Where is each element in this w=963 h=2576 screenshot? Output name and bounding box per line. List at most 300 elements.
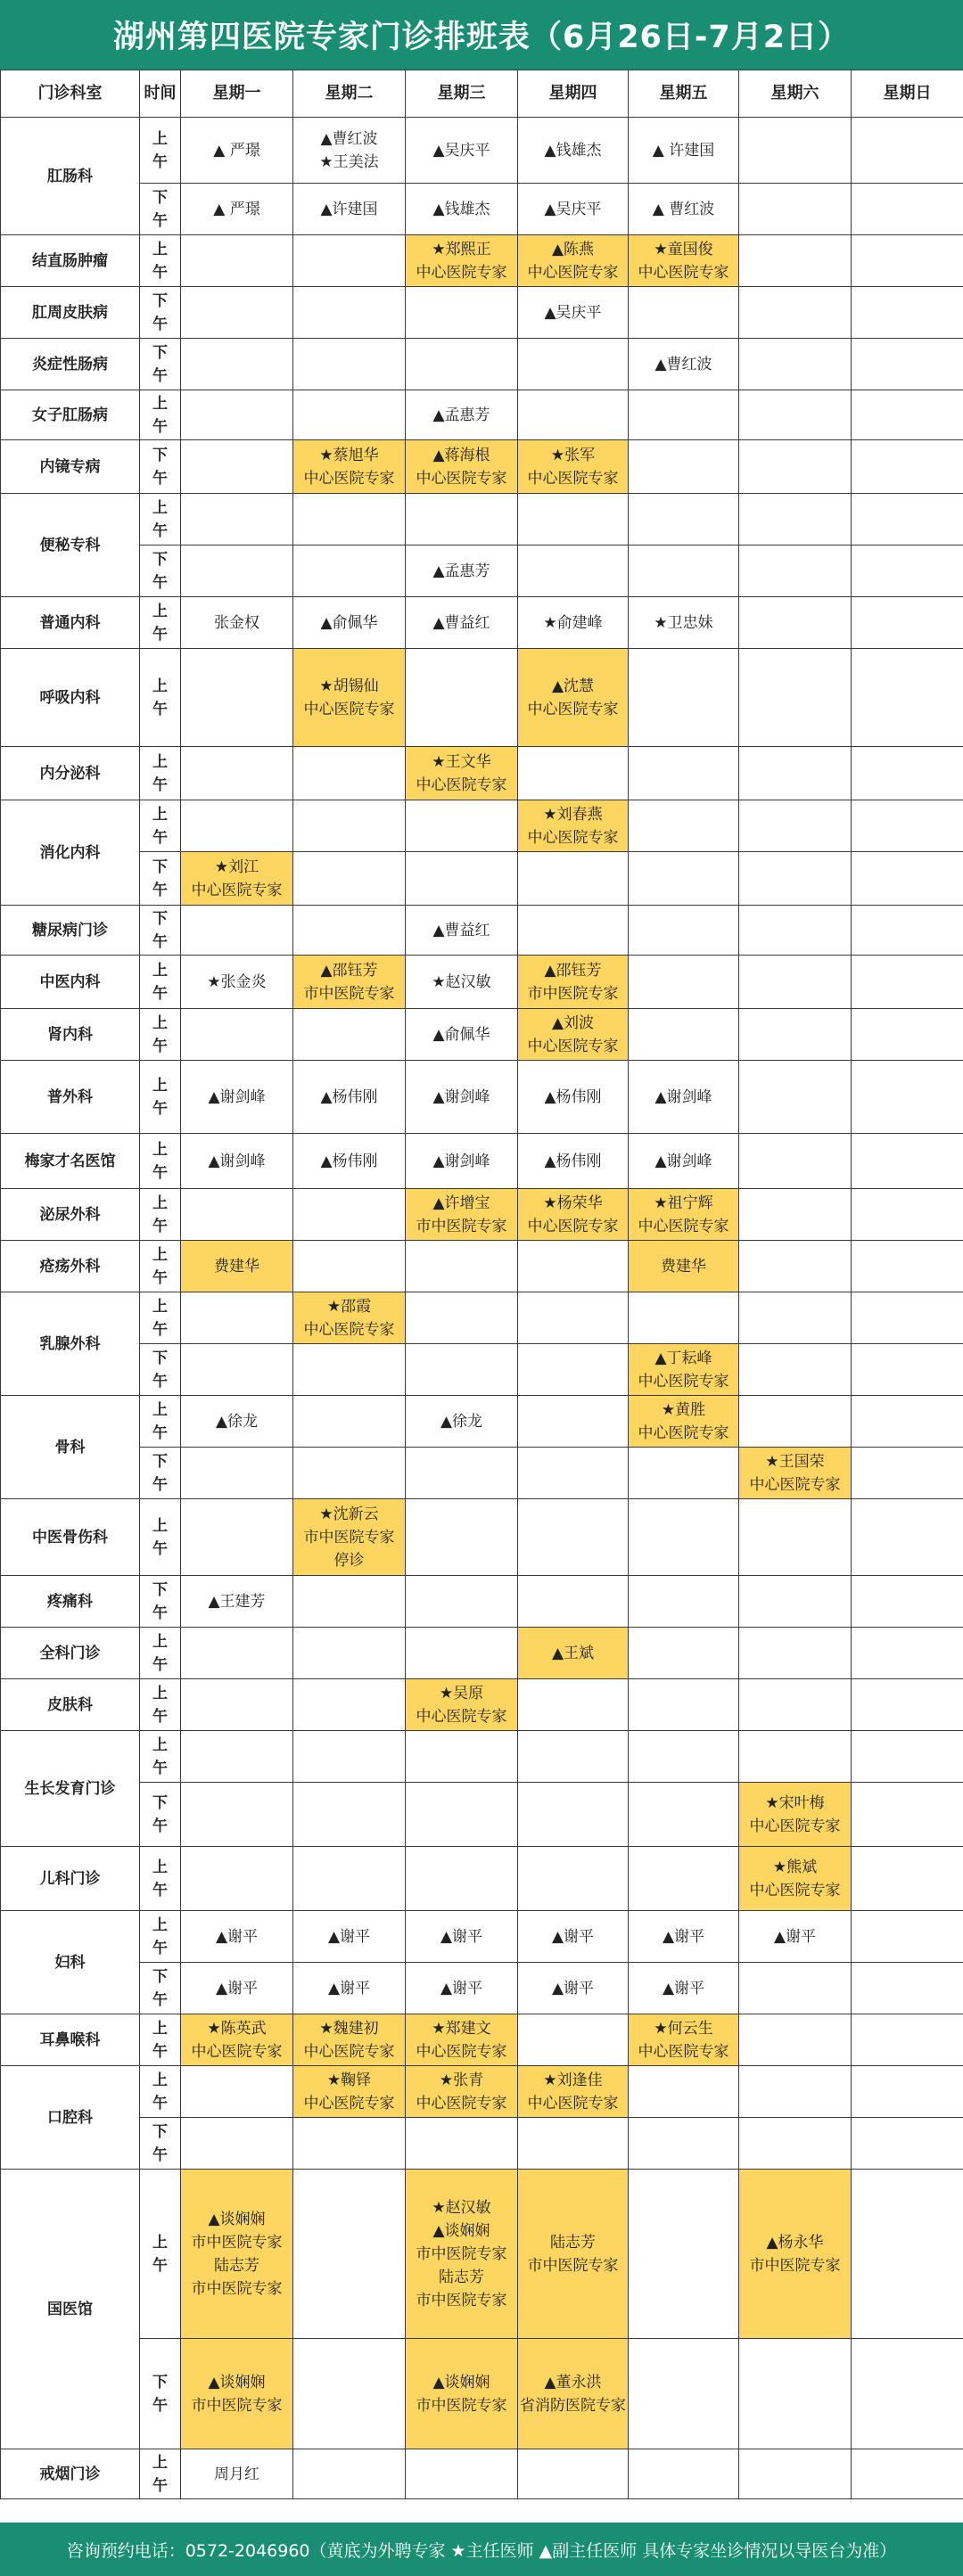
- schedule-cell: [739, 2449, 852, 2499]
- doctor-entry: ▲钱雄杰: [432, 200, 490, 218]
- schedule-cell: [406, 906, 518, 956]
- schedule-cell: [629, 1963, 739, 2014]
- schedule-cell: [629, 1061, 739, 1134]
- doctor-entry: 市中医院专家: [191, 2279, 283, 2298]
- schedule-cell: [518, 1134, 629, 1189]
- schedule-cell: [739, 1679, 852, 1731]
- schedule-cell: [629, 2449, 739, 2499]
- doctor-entry: ★王国荣: [765, 1452, 825, 1471]
- doctor-entry: 中心医院专家: [191, 881, 283, 899]
- time-slot: [140, 2170, 181, 2339]
- time-slot-char: 午: [152, 1990, 168, 2009]
- schedule-cell: [181, 287, 293, 339]
- schedule-cell: [852, 1134, 963, 1189]
- schedule-cell: [181, 1396, 293, 1448]
- schedule-cell: [629, 1292, 739, 1344]
- schedule-cell: [852, 1628, 963, 1679]
- schedule-cell: [739, 235, 852, 287]
- schedule-cell: [739, 1448, 852, 1499]
- dept-name: 肾内科: [1, 1009, 140, 1061]
- schedule-cell: [406, 2339, 518, 2449]
- schedule-cell: [293, 1292, 406, 1344]
- schedule-cell: [181, 2339, 293, 2449]
- schedule-cell: [406, 1396, 518, 1448]
- schedule-cell: [406, 184, 518, 235]
- schedule-cell: [293, 649, 406, 747]
- schedule-cell: [181, 440, 293, 494]
- doctor-entry: ★张青: [439, 2071, 484, 2089]
- schedule-cell: [406, 2066, 518, 2118]
- schedule-cell: [518, 906, 629, 956]
- time-slot: [140, 1061, 181, 1134]
- time-slot: [140, 800, 181, 852]
- time-slot: [140, 494, 181, 546]
- schedule-cell: [406, 118, 518, 184]
- doctor-entry: ▲谈娴娴: [208, 2373, 266, 2391]
- doctor-entry: ★陈英武: [207, 2019, 267, 2038]
- time-slot-char: 午: [152, 1423, 168, 1442]
- doctor-entry: 停诊: [333, 1551, 365, 1570]
- table-row: [1, 2118, 963, 2170]
- doctor-entry: ▲许建国: [320, 200, 378, 218]
- time-slot-char: 午: [152, 1268, 168, 1287]
- doctor-entry: ▲孟惠芳: [432, 406, 490, 424]
- doctor-entry: ★刘江: [214, 857, 259, 876]
- schedule-cell: [181, 2449, 293, 2499]
- schedule-cell: [629, 2170, 739, 2339]
- doctor-entry: 陆志芳: [439, 2268, 484, 2286]
- table-row: [1, 2339, 963, 2449]
- schedule-cell: [629, 1396, 739, 1448]
- time-slot: [140, 747, 181, 800]
- time-slot-char: 上: [152, 129, 168, 148]
- schedule-cell: [293, 440, 406, 494]
- time-slot: [140, 546, 181, 597]
- doctor-entry: 市中医院专家: [416, 1217, 507, 1235]
- time-slot-char: 午: [152, 2094, 168, 2112]
- doctor-entry: 中心医院专家: [416, 775, 507, 794]
- time-slot-char: 下: [152, 1349, 168, 1367]
- doctor-entry: 中心医院专家: [749, 1881, 841, 1899]
- doctor-entry: ▲杨永华: [766, 2233, 824, 2252]
- schedule-cell: [852, 1911, 963, 1963]
- schedule-cell: [181, 1344, 293, 1396]
- schedule-cell: [293, 956, 406, 1009]
- time-slot: [140, 118, 181, 184]
- schedule-cell: [629, 2339, 739, 2449]
- schedule-cell: [518, 339, 629, 390]
- doctor-entry: 市中医院专家: [303, 1528, 395, 1546]
- doctor-entry: 市中医院专家: [416, 2396, 507, 2415]
- header-day-tue: 星期二: [293, 70, 406, 118]
- time-slot: [140, 184, 181, 235]
- dept-name: 肛周皮肤病: [1, 287, 140, 339]
- schedule-cell: [852, 2066, 963, 2118]
- table-row: [1, 2014, 963, 2066]
- table-row: [1, 1576, 963, 1628]
- doctor-entry: ★蔡旭华: [319, 446, 379, 464]
- schedule-cell: [293, 2449, 406, 2499]
- time-slot-char: 上: [152, 1916, 168, 1934]
- schedule-cell: [739, 597, 852, 649]
- schedule-cell: [181, 1963, 293, 2014]
- time-slot-char: 下: [152, 1793, 168, 1812]
- schedule-cell: [629, 1783, 739, 1847]
- time-slot-char: 上: [152, 752, 168, 771]
- schedule-cell: [181, 1847, 293, 1911]
- time-slot-char: 午: [152, 1320, 168, 1339]
- table-row: [1, 184, 963, 235]
- schedule-cell: [739, 2170, 852, 2339]
- schedule-cell: [293, 1679, 406, 1731]
- time-slot-char: 下: [152, 1452, 168, 1471]
- schedule-cell: [181, 2066, 293, 2118]
- time-slot-char: 下: [152, 1967, 168, 1986]
- schedule-cell: [739, 1344, 852, 1396]
- doctor-entry: ▲谢平: [551, 1927, 595, 1946]
- schedule-cell: [181, 1134, 293, 1189]
- doctor-entry: 中心医院专家: [303, 2042, 395, 2061]
- dept-name: 疼痛科: [1, 1576, 140, 1628]
- doctor-entry: ★熊斌: [772, 1858, 818, 1876]
- doctor-entry: 中心医院专家: [638, 1372, 729, 1391]
- table-row: [1, 1292, 963, 1344]
- doctor-entry: 费建华: [214, 1257, 259, 1276]
- schedule-cell: [293, 2170, 406, 2339]
- table-row: [1, 235, 963, 287]
- schedule-cell: [629, 390, 739, 440]
- time-slot-char: 午: [152, 1217, 168, 1235]
- table-row: [1, 1344, 963, 1396]
- schedule-cell: [293, 1396, 406, 1448]
- doctor-entry: 市中医院专家: [416, 2291, 507, 2309]
- schedule-cell: [518, 1009, 629, 1061]
- time-slot-char: 午: [152, 700, 168, 718]
- schedule-cell: [293, 494, 406, 546]
- schedule-cell: [406, 1448, 518, 1499]
- schedule-cell: [852, 1963, 963, 2014]
- schedule-cell: [181, 1189, 293, 1241]
- header-dept: 门诊科室: [1, 70, 140, 118]
- schedule-cell: [739, 1911, 852, 1963]
- time-slot-char: 午: [152, 1372, 168, 1391]
- doctor-entry: ★赵汉敏: [432, 2198, 491, 2217]
- schedule-cell: [181, 906, 293, 956]
- table-row: [1, 747, 963, 800]
- table-row: [1, 1499, 963, 1576]
- time-slot: [140, 906, 181, 956]
- schedule-cell: [293, 2118, 406, 2170]
- doctor-entry: ▲谢平: [215, 1927, 259, 1946]
- schedule-cell: [406, 1061, 518, 1134]
- time-slot-char: 下: [152, 188, 168, 207]
- schedule-cell: [852, 1731, 963, 1783]
- schedule-cell: [406, 390, 518, 440]
- doctor-entry: ★魏建初: [319, 2019, 379, 2038]
- schedule-cell: [406, 1499, 518, 1576]
- time-slot: [140, 440, 181, 494]
- schedule-cell: [739, 1628, 852, 1679]
- doctor-entry: ▲谢平: [440, 1979, 483, 1998]
- schedule-cell: [406, 1292, 518, 1344]
- schedule-table: [0, 70, 963, 2499]
- schedule-cell: [518, 1499, 629, 1576]
- time-slot: [140, 649, 181, 747]
- time-slot-char: 午: [152, 625, 168, 644]
- time-slot-char: 午: [152, 984, 168, 1003]
- time-slot-char: 下: [152, 2122, 168, 2141]
- dept-name: 泌尿外科: [1, 1189, 140, 1241]
- schedule-cell: [181, 1061, 293, 1134]
- schedule-cell: [739, 1189, 852, 1241]
- doctor-entry: ▲王建芳: [208, 1592, 266, 1611]
- dept-name: 妇科: [1, 1911, 140, 2014]
- table-row: [1, 1061, 963, 1134]
- time-slot-char: 午: [152, 315, 168, 333]
- schedule-cell: [852, 1499, 963, 1576]
- doctor-entry: ▲谢平: [327, 1927, 371, 1946]
- schedule-cell: [293, 1448, 406, 1499]
- schedule-cell: [181, 546, 293, 597]
- schedule-cell: [629, 184, 739, 235]
- schedule-cell: [739, 1847, 852, 1911]
- schedule-cell: [406, 494, 518, 546]
- schedule-cell: [629, 1679, 739, 1731]
- doctor-entry: 中心医院专家: [191, 2042, 283, 2061]
- schedule-cell: [293, 287, 406, 339]
- schedule-cell: [181, 184, 293, 235]
- schedule-cell: [629, 956, 739, 1009]
- table-row: [1, 800, 963, 852]
- table-row: [1, 1134, 963, 1189]
- schedule-cell: [852, 597, 963, 649]
- time-slot-char: 午: [152, 2145, 168, 2164]
- time-slot: [140, 287, 181, 339]
- time-slot-char: 午: [152, 1655, 168, 1674]
- time-slot-char: 午: [152, 521, 168, 540]
- doctor-entry: 市中医院专家: [191, 2233, 283, 2252]
- time-slot-char: 下: [152, 857, 168, 876]
- schedule-cell: [518, 597, 629, 649]
- header-day-sat: 星期六: [739, 70, 852, 118]
- schedule-cell: [406, 800, 518, 852]
- schedule-cell: [629, 2014, 739, 2066]
- schedule-cell: [518, 546, 629, 597]
- table-row: [1, 1628, 963, 1679]
- dept-name: 乳腺外科: [1, 1292, 140, 1396]
- schedule-cell: [739, 339, 852, 390]
- schedule-cell: [629, 1847, 739, 1911]
- schedule-cell: [852, 2170, 963, 2339]
- doctor-entry: 中心医院专家: [303, 700, 395, 718]
- dept-name: 内镜专病: [1, 440, 140, 494]
- schedule-cell: [739, 1783, 852, 1847]
- schedule-cell: [852, 1783, 963, 1847]
- schedule-cell: [629, 1009, 739, 1061]
- schedule-cell: [518, 956, 629, 1009]
- doctor-entry: ▲吴庆平: [544, 200, 602, 218]
- doctor-entry: ▲谈娴娴: [208, 2210, 266, 2228]
- schedule-cell: [293, 747, 406, 800]
- doctor-entry: ▲谢平: [773, 1927, 817, 1946]
- doctor-entry: 中心医院专家: [638, 1423, 729, 1442]
- time-slot: [140, 852, 181, 906]
- time-slot-char: 上: [152, 240, 168, 258]
- dept-name: 肛肠科: [1, 118, 140, 235]
- schedule-cell: [406, 2014, 518, 2066]
- table-row: [1, 118, 963, 184]
- schedule-cell: [181, 235, 293, 287]
- time-slot-char: 午: [152, 1707, 168, 1726]
- time-slot-char: 上: [152, 1516, 168, 1535]
- doctor-entry: ▲曹红波: [654, 355, 712, 373]
- schedule-cell: [518, 1344, 629, 1396]
- schedule-cell: [293, 852, 406, 906]
- table-row: [1, 287, 963, 339]
- time-slot-char: 上: [152, 2453, 168, 2472]
- time-slot-char: 午: [152, 775, 168, 794]
- doctor-entry: ★祖宁辉: [654, 1194, 713, 1212]
- schedule-cell: [518, 1576, 629, 1628]
- schedule-cell: [181, 1009, 293, 1061]
- schedule-cell: [739, 184, 852, 235]
- schedule-cell: [518, 1061, 629, 1134]
- schedule-cell: [293, 1731, 406, 1783]
- time-slot-char: 上: [152, 498, 168, 517]
- schedule-cell: [406, 747, 518, 800]
- schedule-cell: [739, 118, 852, 184]
- schedule-cell: [518, 2449, 629, 2499]
- schedule-cell: [406, 546, 518, 597]
- schedule-cell: [181, 852, 293, 906]
- dept-name: 梅家才名医馆: [1, 1134, 140, 1189]
- table-row: [1, 852, 963, 906]
- schedule-cell: [739, 906, 852, 956]
- time-slot: [140, 1134, 181, 1189]
- dept-name: 生长发育门诊: [1, 1731, 140, 1847]
- doctor-entry: ★王美法: [319, 152, 379, 171]
- header-day-thu: 星期四: [518, 70, 629, 118]
- schedule-cell: [739, 2014, 852, 2066]
- schedule-cell: [852, 800, 963, 852]
- schedule-cell: [852, 440, 963, 494]
- schedule-cell: [629, 1731, 739, 1783]
- doctor-entry: 中心医院专家: [416, 469, 507, 488]
- time-slot: [140, 2066, 181, 2118]
- doctor-entry: 陆志芳: [214, 2256, 259, 2275]
- schedule-cell: [629, 906, 739, 956]
- schedule-cell: [852, 390, 963, 440]
- doctor-entry: ▲徐龙: [215, 1412, 259, 1431]
- doctor-entry: ▲曹益红: [432, 613, 490, 632]
- schedule-cell: [406, 1576, 518, 1628]
- dept-name: 呼吸内科: [1, 649, 140, 747]
- schedule-cell: [518, 2014, 629, 2066]
- schedule-cell: [739, 1292, 852, 1344]
- schedule-cell: [181, 1783, 293, 1847]
- schedule-cell: [181, 1731, 293, 1783]
- time-slot: [140, 1731, 181, 1783]
- doctor-entry: ★赵汉敏: [432, 972, 491, 991]
- doctor-entry: ▲蒋海根: [432, 446, 490, 464]
- schedule-cell: [293, 390, 406, 440]
- time-slot-char: 午: [152, 828, 168, 847]
- schedule-cell: [629, 649, 739, 747]
- schedule-cell: [739, 747, 852, 800]
- doctor-entry: 陆志芳: [550, 2233, 596, 2252]
- schedule-cell: [629, 1134, 739, 1189]
- dept-name: 糖尿病门诊: [1, 906, 140, 956]
- time-slot-char: 上: [152, 961, 168, 980]
- time-slot-char: 午: [152, 1037, 168, 1055]
- time-slot: [140, 339, 181, 390]
- schedule-cell: [518, 1679, 629, 1731]
- schedule-cell: [181, 1241, 293, 1292]
- schedule-cell: [852, 2014, 963, 2066]
- doctor-entry: ★张军: [550, 446, 596, 464]
- time-slot-char: 午: [152, 1539, 168, 1558]
- time-slot-char: 上: [152, 602, 168, 620]
- table-row: [1, 1731, 963, 1783]
- doctor-entry: ▲曹红波: [320, 129, 378, 148]
- doctor-entry: 中心医院专家: [527, 263, 619, 282]
- schedule-cell: [852, 546, 963, 597]
- schedule-cell: [293, 2339, 406, 2449]
- schedule-cell: [518, 390, 629, 440]
- doctor-entry: 中心医院专家: [749, 1817, 841, 1835]
- time-slot-char: 午: [152, 211, 168, 230]
- dept-name: 戒烟门诊: [1, 2449, 140, 2499]
- page-title: 湖州第四医院专家门诊排班表（6月26日-7月2日）: [0, 0, 963, 70]
- doctor-entry: 市中医院专家: [749, 2256, 841, 2275]
- table-row: [1, 1448, 963, 1499]
- dept-name: 女子肛肠病: [1, 390, 140, 440]
- schedule-cell: [852, 1344, 963, 1396]
- doctor-entry: ▲杨伟刚: [320, 1152, 378, 1170]
- schedule-cell: [629, 287, 739, 339]
- schedule-cell: [852, 649, 963, 747]
- schedule-cell: [181, 1679, 293, 1731]
- time-slot-char: 上: [152, 1245, 168, 1264]
- doctor-entry: ▲谢平: [215, 1979, 259, 1998]
- schedule-cell: [181, 339, 293, 390]
- table-row: [1, 1009, 963, 1061]
- schedule-cell: [293, 1009, 406, 1061]
- schedule-cell: [518, 2066, 629, 2118]
- header-time: 时间: [140, 70, 181, 118]
- doctor-entry: ▲杨伟刚: [544, 1087, 602, 1106]
- doctor-entry: ★鞠铎: [326, 2071, 372, 2089]
- doctor-entry: ▲沈慧: [551, 677, 595, 695]
- schedule-cell: [181, 1576, 293, 1628]
- table-row: [1, 906, 963, 956]
- schedule-cell: [852, 118, 963, 184]
- schedule-cell: [852, 1679, 963, 1731]
- schedule-cell: [629, 747, 739, 800]
- schedule-cell: [293, 1911, 406, 1963]
- dept-name: 便秘专科: [1, 494, 140, 597]
- header-day-sun: 星期日: [852, 70, 963, 118]
- doctor-entry: 省消防医院专家: [520, 2396, 626, 2415]
- schedule-cell: [181, 747, 293, 800]
- doctor-entry: ▲谈娴娴: [432, 2373, 490, 2391]
- doctor-entry: 中心医院专家: [416, 263, 507, 282]
- time-slot-char: 下: [152, 343, 168, 362]
- time-slot: [140, 390, 181, 440]
- time-slot-char: 上: [152, 1400, 168, 1419]
- doctor-entry: ★郑熙正: [432, 240, 491, 258]
- table-row: [1, 339, 963, 390]
